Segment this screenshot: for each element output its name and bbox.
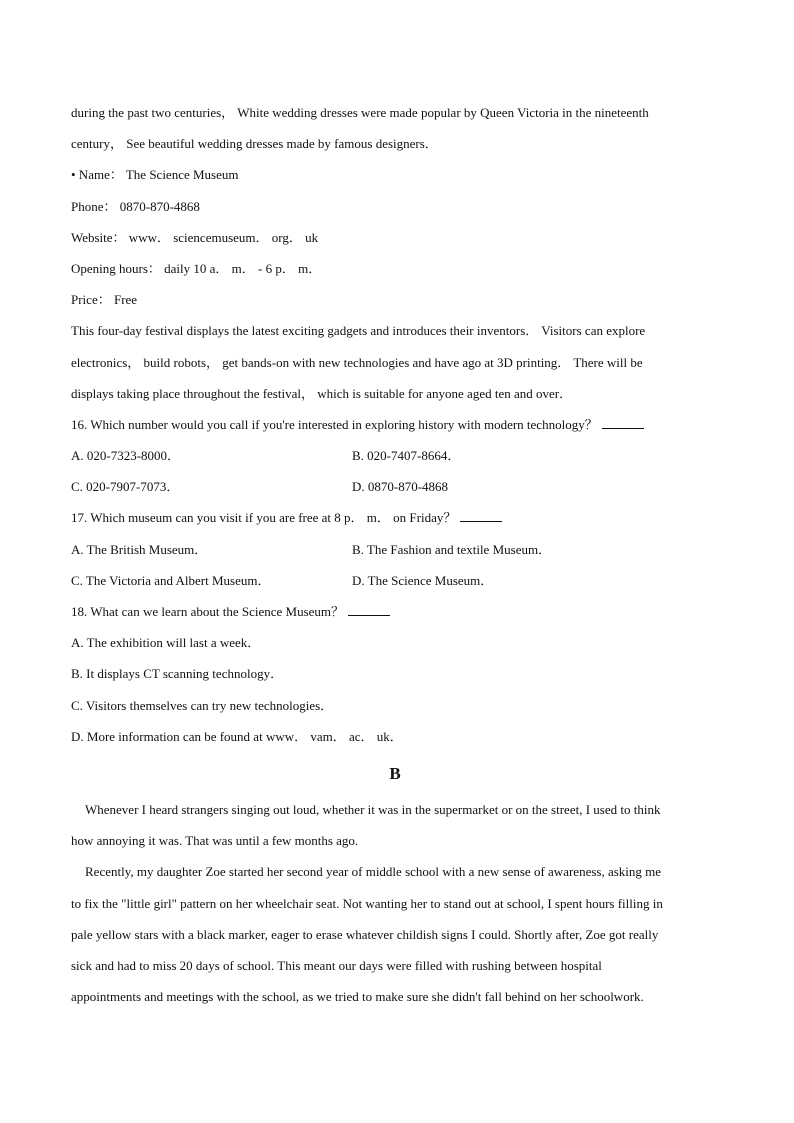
option-d[interactable]: D. The Science Museum． <box>352 572 494 588</box>
option-row <box>71 440 711 471</box>
answer-blank[interactable] <box>602 416 644 429</box>
option-a[interactable]: A. The British Museum． <box>71 541 208 557</box>
option-d[interactable]: D. More information can be found at www． vam． ac． uk． <box>71 728 403 744</box>
museum-name: • Name： The Science Museum <box>71 167 239 183</box>
option-b[interactable]: B. 020-7407-8664． <box>352 448 461 464</box>
museum-opening-hours: Opening hours： daily 10 a． m． - 6 p． m． <box>71 260 322 276</box>
passage-line: to fix the "little girl" pattern on her wheelchair seat. Not wanting her to stand out at school, I spent hours filling in <box>71 895 663 911</box>
passage-line: pale yellow stars with a black marker, eager to erase whatever childish signs I could. Shortly after, Zoe got really <box>71 926 659 942</box>
museum-description: displays taking place throughout the festival， which is suitable for anyone aged ten and over． <box>71 385 573 401</box>
museum-description: electronics， build robots， get bands-on with new technologies and have ago at 3D printing． There will be <box>71 354 643 370</box>
option-c[interactable]: C. Visitors themselves can try new technologies． <box>71 697 334 713</box>
passage-line: appointments and meetings with the school, as we tried to make sure she didn't fall behind on her schoolwork. <box>71 989 644 1005</box>
passage-line: how annoying it was. That was until a few months ago. <box>71 833 359 849</box>
option-a[interactable]: A. 020-7323-8000． <box>71 448 181 464</box>
option-d[interactable]: D. 0870-870-4868 <box>352 479 449 495</box>
text-line: during the past two centuries， White wedding dresses were made popular by Queen Victoria in the nineteenth <box>71 105 649 120</box>
passage-line: Recently, my daughter Zoe started her second year of middle school with a new sense of awareness, asking me <box>85 864 662 880</box>
museum-description: This four-day festival displays the latest exciting gadgets and introduces their inventors． Visitors can explore <box>71 323 646 339</box>
museum-website: Website： www． sciencemuseum． org． uk <box>71 229 319 245</box>
option-row <box>71 471 711 502</box>
option-b[interactable]: B. The Fashion and textile Museum． <box>352 541 552 557</box>
section-heading: B <box>389 763 401 783</box>
text-line: century， See beautiful wedding dresses made by famous designers． <box>71 136 438 152</box>
question-16 <box>71 409 711 440</box>
option-row <box>71 565 711 596</box>
option-b[interactable]: B. It displays CT scanning technology． <box>71 666 284 682</box>
passage-line: Whenever I heard strangers singing out loud, whether it was in the supermarket or on the street, I used to think <box>85 801 661 817</box>
question-17 <box>71 502 711 533</box>
question-stem: 17. Which museum can you visit if you are free at 8 p． m． on Friday？ <box>71 510 457 526</box>
option-c[interactable]: C. The Victoria and Albert Museum． <box>71 572 271 588</box>
answer-blank[interactable] <box>460 509 502 522</box>
answer-blank[interactable] <box>348 603 390 616</box>
option-a[interactable]: A. The exhibition will last a week． <box>71 635 261 651</box>
passage-line: sick and had to miss 20 days of school. This meant our days were filled with rushing between hospital <box>71 957 602 973</box>
question-stem: 16. Which number would you call if you're interested in exploring history with modern technology？ <box>71 416 598 432</box>
museum-phone: Phone： 0870-870-4868 <box>71 198 200 214</box>
option-row <box>71 534 711 565</box>
museum-price: Price： Free <box>71 292 138 308</box>
question-18 <box>71 596 711 627</box>
option-c[interactable]: C. 020-7907-7073． <box>71 479 180 495</box>
document-page <box>71 97 711 1012</box>
question-stem: 18. What can we learn about the Science Museum？ <box>71 604 345 619</box>
